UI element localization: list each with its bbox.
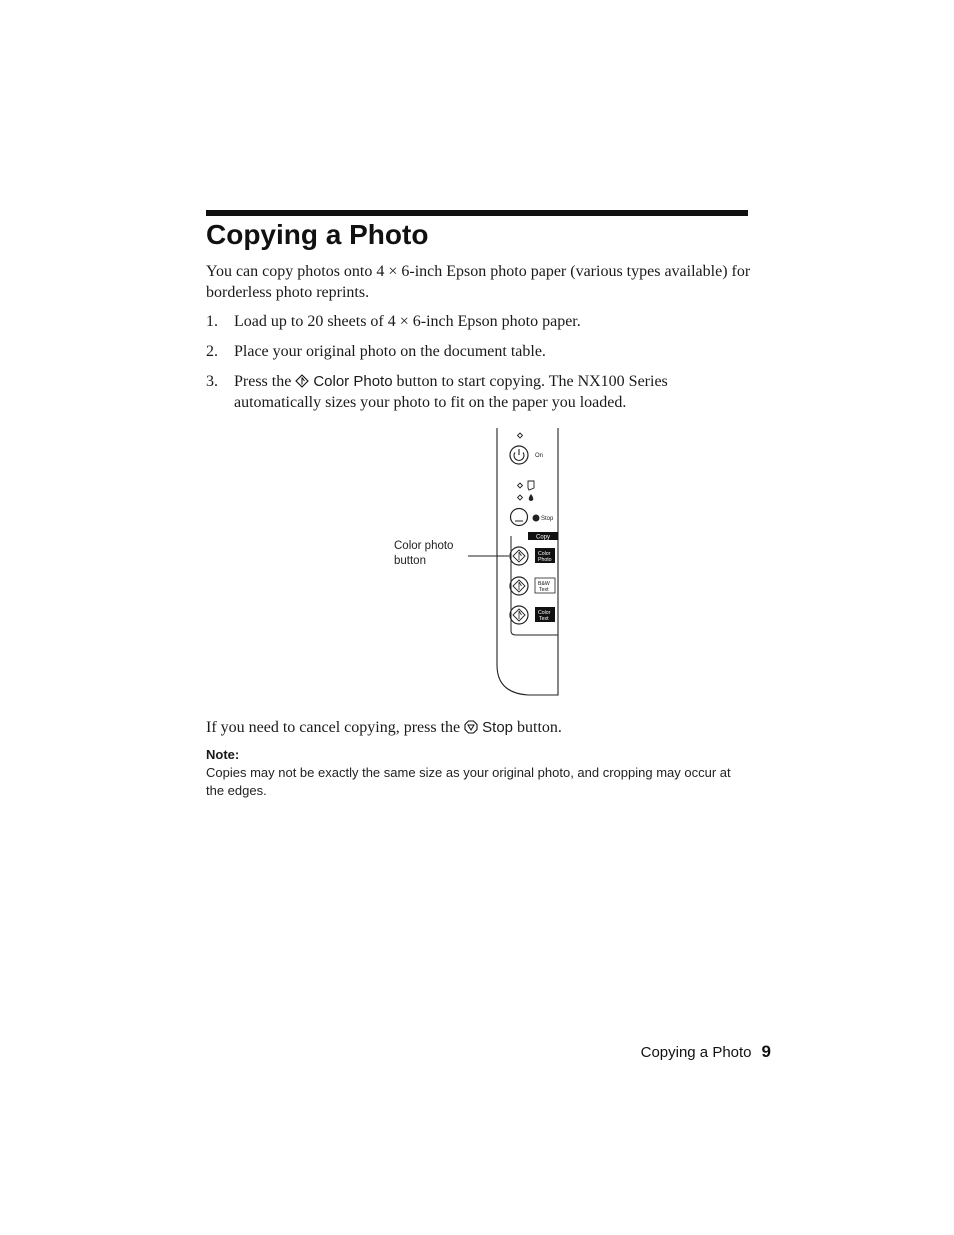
bw-text-label-line2: Text: [539, 587, 549, 593]
color-text-button-icon: [510, 606, 528, 624]
step-item: [206, 371, 751, 413]
color-text-label-line2: Text: [539, 616, 549, 622]
step-text: Load up to 20 sheets of 4 × 6-inch Epson photo paper.: [234, 313, 581, 330]
step-text-post: button to start copying. The NX100 Series automatically sizes your photo to fit on the paper you loaded.: [234, 373, 668, 411]
step-number: 3.: [206, 373, 218, 390]
ink-drop-icon: [529, 494, 534, 501]
step-item: [206, 341, 751, 362]
step-text-pre: Press the: [234, 373, 292, 390]
intro-paragraph: You can copy photos onto 4 × 6-inch Epson photo paper (various types available) for borderless photo reprints.: [206, 263, 751, 301]
color-photo-label-line1: Color: [538, 551, 551, 557]
step-number: 1.: [206, 313, 218, 330]
note-label: Note:: [206, 747, 240, 762]
on-label: On: [535, 453, 544, 459]
control-panel-figure: [380, 425, 580, 700]
step-item: [206, 311, 751, 332]
cancel-text-post: button.: [517, 719, 562, 736]
color-text-label-line1: Color: [538, 610, 551, 616]
start-diamond-icon: [295, 374, 309, 388]
copy-label: Copy: [536, 534, 551, 541]
steps-list: [206, 311, 751, 422]
color-photo-label-line2: Photo: [538, 557, 552, 563]
ink-light-icon: [518, 495, 523, 500]
step-number: 2.: [206, 343, 218, 360]
paper-icon: [528, 481, 534, 490]
note-text: Copies may not be exactly the same size as your original photo, and cropping may occur at the edges.: [206, 765, 731, 798]
control-panel-illustration: [380, 425, 580, 700]
figure-callout-label: Color photo button: [394, 540, 454, 567]
cancel-text-pre: If you need to cancel copying, press the: [206, 719, 461, 736]
stop-label: Stop: [541, 516, 554, 522]
page-number: 9: [761, 1042, 771, 1061]
color-photo-button-name: Color Photo: [313, 373, 393, 390]
page-title: Copying a Photo: [206, 219, 429, 250]
step-text: Place your original photo on the document table.: [234, 343, 546, 360]
stop-button-icon: [511, 509, 528, 526]
cancel-paragraph: [206, 717, 751, 738]
power-light-icon: [518, 433, 523, 438]
bw-text-button-icon: [510, 577, 528, 595]
paper-light-icon: [518, 483, 523, 488]
power-button-icon: [510, 446, 528, 464]
stop-button-name: Stop: [482, 719, 513, 736]
stop-symbol-icon: [533, 515, 540, 522]
bw-text-label-line1: B&W: [538, 581, 550, 587]
color-photo-button-icon: [510, 547, 528, 565]
stop-octagon-icon: [464, 720, 478, 734]
page-footer: [641, 1042, 771, 1063]
footer-section-title: Copying a Photo: [640, 1044, 752, 1061]
